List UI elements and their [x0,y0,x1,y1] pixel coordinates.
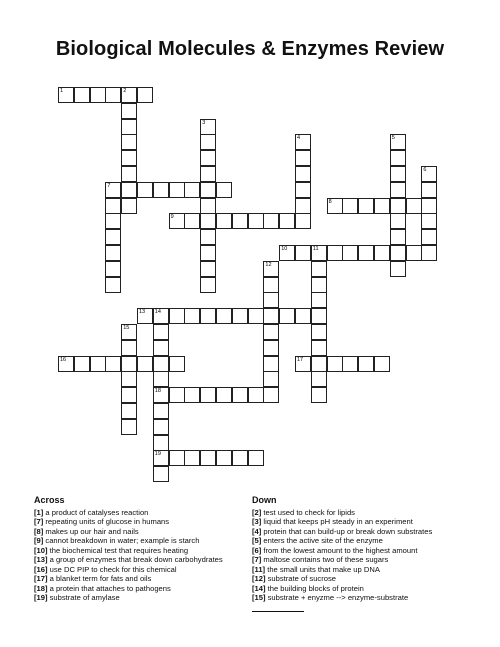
grid-cell[interactable] [390,166,406,182]
grid-cell[interactable] [279,213,295,229]
grid-cell[interactable] [421,213,437,229]
grid-cell[interactable] [295,356,311,372]
grid-cell[interactable] [248,450,264,466]
grid-cell[interactable] [342,245,358,261]
grid-cell[interactable] [295,308,311,324]
clue-number: 8 [328,198,332,205]
grid-cell[interactable] [200,277,216,293]
grid-cell[interactable] [390,198,406,214]
grid-cell[interactable] [184,308,200,324]
grid-cell[interactable] [184,213,200,229]
grid-cell[interactable] [295,213,311,229]
grid-cell[interactable] [200,213,216,229]
grid-cell[interactable] [263,324,279,340]
grid-cell[interactable] [121,356,137,372]
grid-cell[interactable] [184,450,200,466]
grid-cell[interactable] [153,356,169,372]
puzzle-title: Biological Molecules & Enzymes Review [55,38,445,60]
grid-cell[interactable] [153,340,169,356]
grid-cell[interactable] [121,198,137,214]
down-clue: [12] substrate of sucrose [252,574,337,583]
down-clue: [4] protein that can build-up or break down substrates [252,526,433,536]
grid-cell[interactable] [374,198,390,214]
grid-cell[interactable] [153,371,169,387]
across-clue: [16] use DC PIP to check for this chemical [34,564,177,574]
grid-cell[interactable] [263,387,279,403]
grid-cell[interactable] [105,182,121,198]
grid-cell[interactable] [121,371,137,387]
grid-cell[interactable] [374,245,390,261]
grid-cell[interactable] [74,356,90,372]
grid-cell[interactable] [295,198,311,214]
down-clue: [5] enters the active site of the enzyme [252,536,383,545]
grid-cell[interactable] [153,435,169,451]
grid-cell[interactable] [105,356,121,372]
grid-cell[interactable] [263,371,279,387]
grid-cell[interactable] [421,166,437,182]
grid-cell[interactable] [105,87,121,103]
grid-cell[interactable] [311,261,327,277]
grid-cell[interactable] [311,245,327,261]
grid-cell[interactable] [184,182,200,198]
grid-cell[interactable] [232,450,248,466]
grid-cell[interactable] [390,229,406,245]
grid-cell[interactable] [216,182,232,198]
grid-cell[interactable] [263,213,279,229]
grid-cell[interactable] [200,261,216,277]
clue-number: 16 [60,356,67,363]
grid-cell[interactable] [121,419,137,435]
grid-cell[interactable] [153,308,169,324]
grid-cell[interactable] [121,324,137,340]
grid-cell[interactable] [153,324,169,340]
grid-cell[interactable] [232,308,248,324]
clue-number: 15 [123,325,130,331]
down-clue: [7] maltose contains two of these sugars [252,555,389,564]
grid-cell[interactable] [232,387,248,403]
grid-cell[interactable] [311,387,327,403]
grid-cell[interactable] [342,198,358,214]
grid-cell[interactable] [105,229,121,245]
grid-cell[interactable] [421,198,437,214]
grid-cell[interactable] [153,403,169,419]
grid-cell[interactable] [311,371,327,387]
across-clue: [13] a group of enzymes that break down carbohydrates [34,555,223,564]
clue-number: 13 [139,309,146,316]
grid-cell[interactable] [121,340,137,356]
clue-number: 17 [297,356,304,363]
grid-cell[interactable] [200,134,216,150]
grid-cell[interactable] [232,213,248,229]
grid-cell[interactable] [311,324,327,340]
grid-cell[interactable] [121,387,137,403]
grid-cell[interactable] [390,182,406,198]
grid-cell[interactable] [153,450,169,466]
across-clue: [18] a protein that attaches to pathogens [34,583,171,593]
grid-cell[interactable] [105,213,121,229]
grid-cell[interactable] [121,182,137,198]
clue-number: 6 [423,167,427,173]
grid-cell[interactable] [216,387,232,403]
grid-cell[interactable] [105,261,121,277]
grid-cell[interactable] [137,87,153,103]
grid-cell[interactable] [137,182,153,198]
grid-cell[interactable] [358,356,374,372]
grid-cell[interactable] [342,356,358,372]
clue-number: 4 [297,135,301,142]
grid-cell[interactable] [153,182,169,198]
grid-cell[interactable] [311,308,327,324]
down-clue: [3] liquid that keeps pH steady in an experiment [252,517,413,526]
clue-number: 1 [60,88,64,94]
across-clue: [10] the biochemical test that requires heating [34,545,189,555]
down-clue: [2] test used to check for lipids [252,507,355,517]
grid-cell[interactable] [105,198,121,214]
grid-cell[interactable] [374,356,390,372]
grid-cell[interactable] [311,340,327,356]
grid-cell[interactable] [137,356,153,372]
grid-cell[interactable] [153,419,169,435]
clue-number: 7 [107,182,111,189]
down-clues [252,496,432,603]
across-clues [34,496,223,603]
grid-cell[interactable] [421,182,437,198]
grid-cell[interactable] [421,229,437,245]
grid-cell[interactable] [121,403,137,419]
grid-cell[interactable] [279,308,295,324]
grid-cell[interactable] [90,356,106,372]
grid-cell[interactable] [216,213,232,229]
grid-cell[interactable] [216,450,232,466]
grid-cell[interactable] [121,103,137,119]
grid-cell[interactable] [263,356,279,372]
grid-cell[interactable] [200,150,216,166]
grid-cell[interactable] [200,119,216,135]
clue-number: 9 [170,214,174,221]
clue-number: 10 [281,246,288,252]
grid-cell[interactable] [169,450,185,466]
grid-cell[interactable] [248,213,264,229]
grid-cell[interactable] [358,245,374,261]
grid-cell[interactable] [169,387,185,403]
grid-cell[interactable] [311,356,327,372]
grid-cell[interactable] [390,150,406,166]
grid-cell[interactable] [406,198,422,214]
grid-cell[interactable] [169,308,185,324]
grid-cell[interactable] [74,87,90,103]
grid-cell[interactable] [200,182,216,198]
grid-cell[interactable] [263,340,279,356]
grid-cell[interactable] [200,450,216,466]
grid-cell[interactable] [406,245,422,261]
grid-cell[interactable] [390,213,406,229]
grid-cell[interactable] [121,166,137,182]
grid-cell[interactable] [169,182,185,198]
grid-cell[interactable] [263,308,279,324]
down-clue: [6] from the lowest amount to the highest amount [252,545,418,555]
across-clue: [9] cannot breakdown in water; example is starch [34,536,200,545]
across-clue: [1] a product of catalyses reaction [34,507,149,517]
grid-cell[interactable] [311,292,327,308]
answer-blank-line [252,611,304,612]
clue-number: 11 [312,246,319,252]
grid-cell[interactable] [90,87,106,103]
clue-number: 5 [391,135,395,142]
grid-cell[interactable] [137,308,153,324]
clue-number: 14 [154,309,161,316]
grid-cell[interactable] [105,277,121,293]
across-clue: [8] makes up our hair and nails [34,526,139,536]
grid-cell[interactable] [200,308,216,324]
grid-cell[interactable] [327,245,343,261]
grid-cell[interactable] [121,87,137,103]
down-heading: Down [252,495,277,505]
grid-cell[interactable] [421,245,437,261]
across-heading: Across [34,495,65,505]
grid-cell[interactable] [200,229,216,245]
grid-cell[interactable] [184,387,200,403]
down-clue: [15] substrate + enyzme --> enzyme-substrate [252,593,409,602]
grid-cell[interactable] [327,356,343,372]
down-clue: [14] the building blocks of protein [252,583,364,593]
grid-cell[interactable] [169,213,185,229]
across-clue: [17] a blanket term for fats and oils [34,574,152,583]
grid-cell[interactable] [390,245,406,261]
across-clue: [19] substrate of amylase [34,593,120,602]
grid-cell[interactable] [358,198,374,214]
grid-cell[interactable] [153,387,169,403]
grid-cell[interactable] [105,245,121,261]
grid-cell[interactable] [58,87,74,103]
across-clue: [7] repeating units of glucose in humans [34,517,170,526]
grid-cell[interactable] [169,356,185,372]
grid-cell[interactable] [200,387,216,403]
grid-cell[interactable] [390,134,406,150]
clue-number: 12 [265,261,272,268]
grid-cell[interactable] [327,198,343,214]
grid-cell[interactable] [263,292,279,308]
clue-number: 2 [123,88,127,94]
grid-cell[interactable] [248,387,264,403]
grid-cell[interactable] [295,166,311,182]
grid-cell[interactable] [58,356,74,372]
grid-cell[interactable] [311,277,327,293]
grid-cell[interactable] [295,182,311,198]
grid-cell[interactable] [248,308,264,324]
grid-cell[interactable] [200,166,216,182]
down-clue: [11] the small units that make up DNA [252,564,380,574]
clue-number: 19 [154,451,161,458]
grid-cell[interactable] [390,261,406,277]
grid-cell[interactable] [200,198,216,214]
grid-cell[interactable] [121,119,137,135]
grid-cell[interactable] [121,134,137,150]
clue-number: 18 [154,388,161,395]
grid-cell[interactable] [121,150,137,166]
grid-cell[interactable] [263,277,279,293]
grid-cell[interactable] [295,245,311,261]
grid-cell[interactable] [200,245,216,261]
grid-cell[interactable] [295,134,311,150]
grid-cell[interactable] [279,245,295,261]
clue-number: 3 [202,119,206,126]
grid-cell[interactable] [295,150,311,166]
grid-cell[interactable] [216,308,232,324]
grid-cell[interactable] [263,261,279,277]
grid-cell[interactable] [153,466,169,482]
